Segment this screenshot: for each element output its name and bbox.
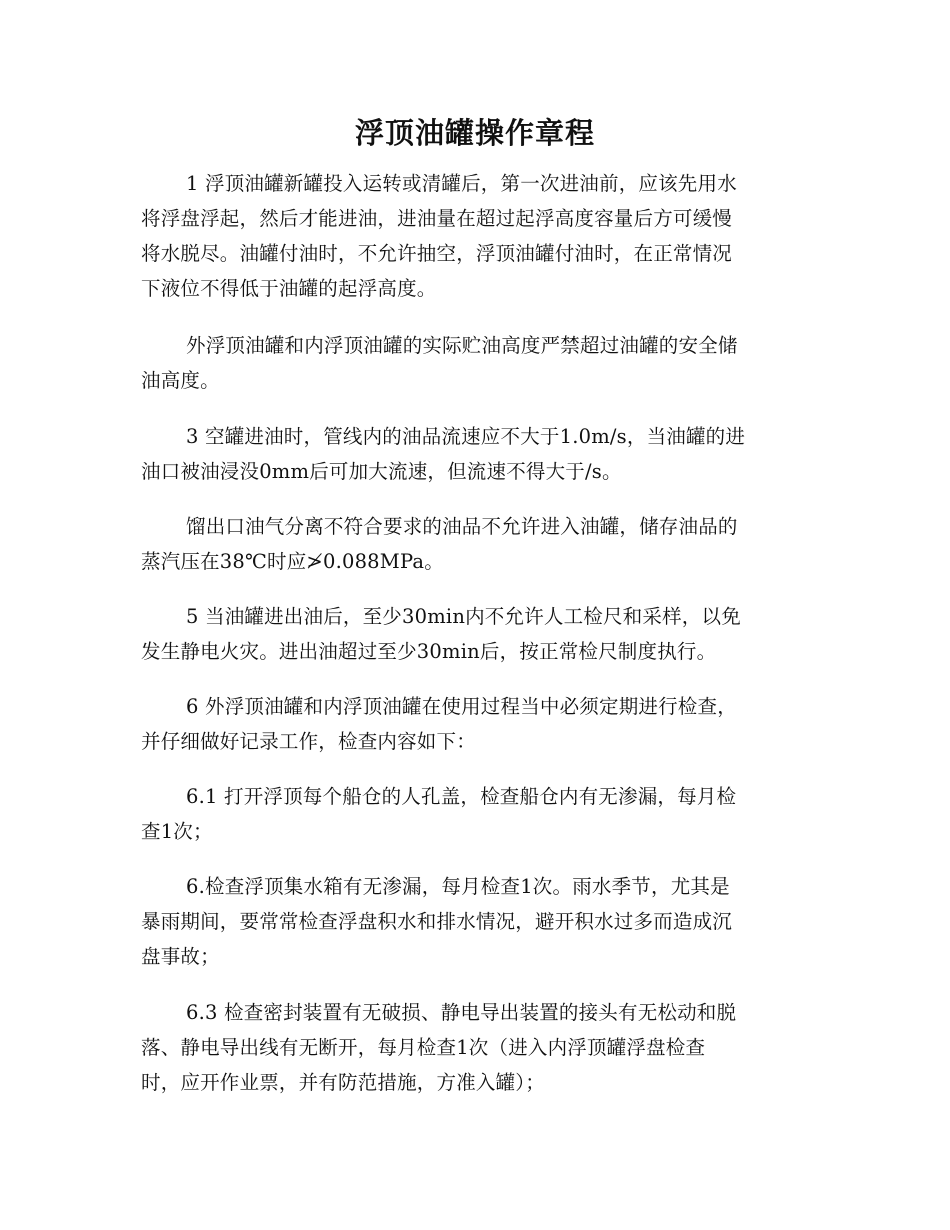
paragraph-6-2 — [141, 869, 801, 974]
paragraph-line: 5 当油罐进出油后，至少30min内不允许人工检尺和采样，以免 — [186, 605, 741, 628]
paragraph-6 — [141, 689, 801, 759]
paragraph-line: 6.检查浮顶集水箱有无渗漏，每月检查1次。雨水季节，尤其是 — [186, 875, 730, 898]
paragraph-line: 1 浮顶油罐新罐投入运转或清罐后，第一次进油前，应该先用水 — [186, 172, 737, 195]
paragraph-line: 6.1 打开浮顶每个船仓的人孔盖，检查船仓内有无渗漏，每月检 — [186, 785, 737, 808]
paragraph-line: 时，应开作业票，并有防范措施，方准入罐）； — [141, 1071, 545, 1094]
paragraph-line: 暴雨期间，要常常检查浮盘积水和排水情况，避开积水过多而造成沉 — [141, 910, 733, 933]
paragraph-line: 将浮盘浮起，然后才能进油，进油量在超过起浮高度容量后方可缓慢 — [141, 207, 733, 230]
paragraph-3 — [141, 419, 801, 489]
paragraph-line: 将水脱尽。油罐付油时，不允许抽空，浮顶油罐付油时，在正常情况 — [141, 242, 733, 265]
paragraph-2 — [141, 328, 801, 398]
paragraph-line: 发生静电火灾。进出油超过至少30min后，按正常检尺制度执行。 — [141, 640, 717, 663]
paragraph-line: 蒸汽压在38℃时应≯0.088MPa。 — [141, 550, 444, 573]
paragraph-line: 落、静电导出线有无断开，每月检查1次（进入内浮顶罐浮盘检查 — [141, 1036, 706, 1059]
paragraph-5 — [141, 599, 801, 669]
document-title: 浮顶油罐操作章程 — [354, 116, 595, 150]
paragraph-1 — [141, 166, 801, 306]
paragraph-line: 并仔细做好记录工作，检查内容如下： — [141, 730, 476, 753]
paragraph-line: 外浮顶油罐和内浮顶油罐的实际贮油高度严禁超过油罐的安全储 — [186, 334, 738, 357]
paragraph-6-1 — [141, 779, 801, 849]
paragraph-6-3 — [141, 995, 801, 1100]
paragraph-line: 查1次； — [141, 820, 213, 843]
paragraph-line: 6 外浮顶油罐和内浮顶油罐在使用过程当中必须定期进行检查， — [186, 695, 737, 718]
paragraph-line: 馏出口油气分离不符合要求的油品不允许进入油罐，储存油品的 — [186, 515, 738, 538]
paragraph-line: 下液位不得低于油罐的起浮高度。 — [141, 277, 437, 300]
paragraph-line: 油口被油浸没0mm后可加大流速，但流速不得大于/s。 — [141, 460, 622, 483]
paragraph-4 — [141, 509, 801, 579]
paragraph-line: 盘事故； — [141, 945, 220, 968]
paragraph-line: 油高度。 — [141, 369, 220, 392]
paragraph-line: 3 空罐进油时，管线内的油品流速应不大于1.0m/s，当油罐的进 — [186, 425, 746, 448]
paragraph-line: 6.3 检查密封装置有无破损、静电导出装置的接头有无松动和脱 — [186, 1001, 737, 1024]
